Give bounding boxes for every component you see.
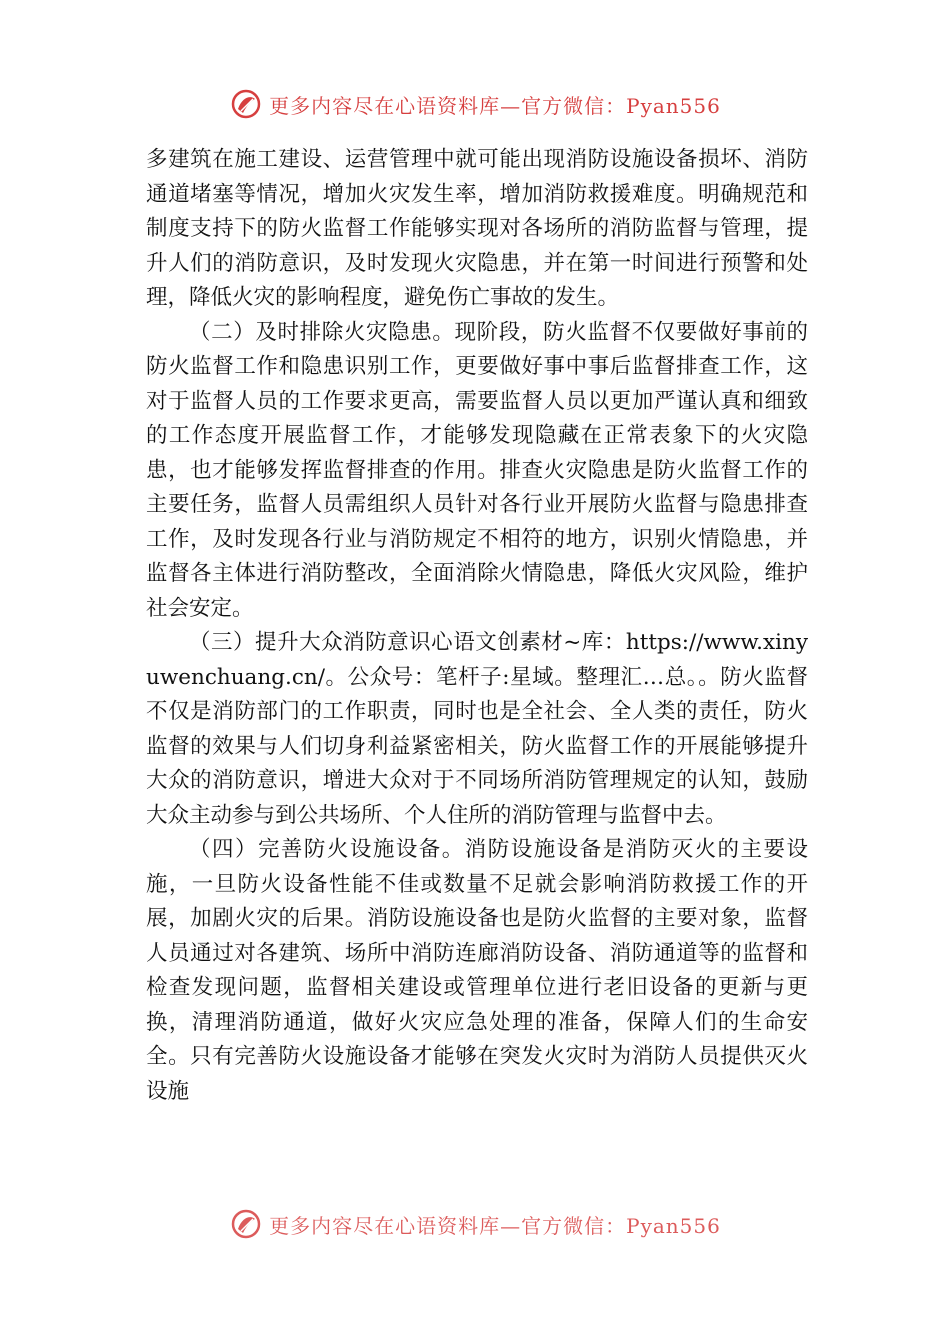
watermark-header — [0, 86, 950, 122]
watermark-footer — [0, 1206, 950, 1242]
brand-logo-icon — [229, 87, 263, 121]
brand-logo-icon — [229, 1207, 263, 1241]
paragraph-continuation: 多建筑在施工建设、运营管理中就可能出现消防设施设备损坏、消防通道堵塞等情况，增加火灾发生率，增加消防救援难度。明确规范和制度支持下的防火监督工作能够实现对各场所的消防监督与管理，提升人们的消防意识，及时发现火灾隐患，并在第一时间进行预警和处理，降低火灾的影响程度，避免伤亡事故的发生。 — [146, 147, 808, 310]
paragraph-section-4: （四）完善防火设施设备。消防设施设备是消防灭火的主要设施，一旦防火设备性能不佳或数量不足就会影响消防救援工作的开展，加剧火灾的后果。消防设施设备也是防火监督的主要对象，监督人员通过对各建筑、场所中消防连廊消防设备、消防通道等的监督和检查发现问题，监督相关建设或管理单位进行老旧设备的更新与更换，清理消防通道，做好火灾应急处理的准备，保障人们的生命安全。只有完善防火设施设备才能够在突发火灾时为消防人员提供灭火设施 — [146, 837, 808, 1104]
document-body — [146, 143, 808, 1218]
paragraph-section-2: （二）及时排除火灾隐患。现阶段，防火监督不仅要做好事前的防火监督工作和隐患识别工作，更要做好事中事后监督排查工作，这对于监督人员的工作要求更高，需要监督人员以更加严谨认真和细致的工作态度开展监督工作，才能够发现隐藏在正常表象下的火灾隐患，也才能够发挥监督排查的作用。排查火灾隐患是防火监督工作的主要任务，监督人员需组织人员针对各行业开展防火监督与隐患排查工作，及时发现各行业与消防规定不相符的地方，识别火情隐患，并监督各主体进行消防整改，全面消除火情隐患，降低火灾风险，维护社会安定。 — [146, 319, 808, 621]
watermark-text: 更多内容尽在心语资料库—官方微信：Pyan556 — [269, 93, 721, 118]
watermark-text: 更多内容尽在心语资料库—官方微信：Pyan556 — [269, 1213, 721, 1238]
paragraph-section-3: （三）提升大众消防意识心语文创素材~库：https://www.xinyuwenchuang.cn/。公众号：笔杆子:星域。整理汇…总。。防火监督不仅是消防部门的工作职责，同时也是全社会、全人类的责任，防火监督的效果与人们切身利益紧密相关，防火监督工作的开展能够提升大众的消防意识，增进大众对于不同场所消防管理规定的认知，鼓励大众主动参与到公共场所、个人住所的消防管理与监督中去。 — [146, 630, 808, 828]
